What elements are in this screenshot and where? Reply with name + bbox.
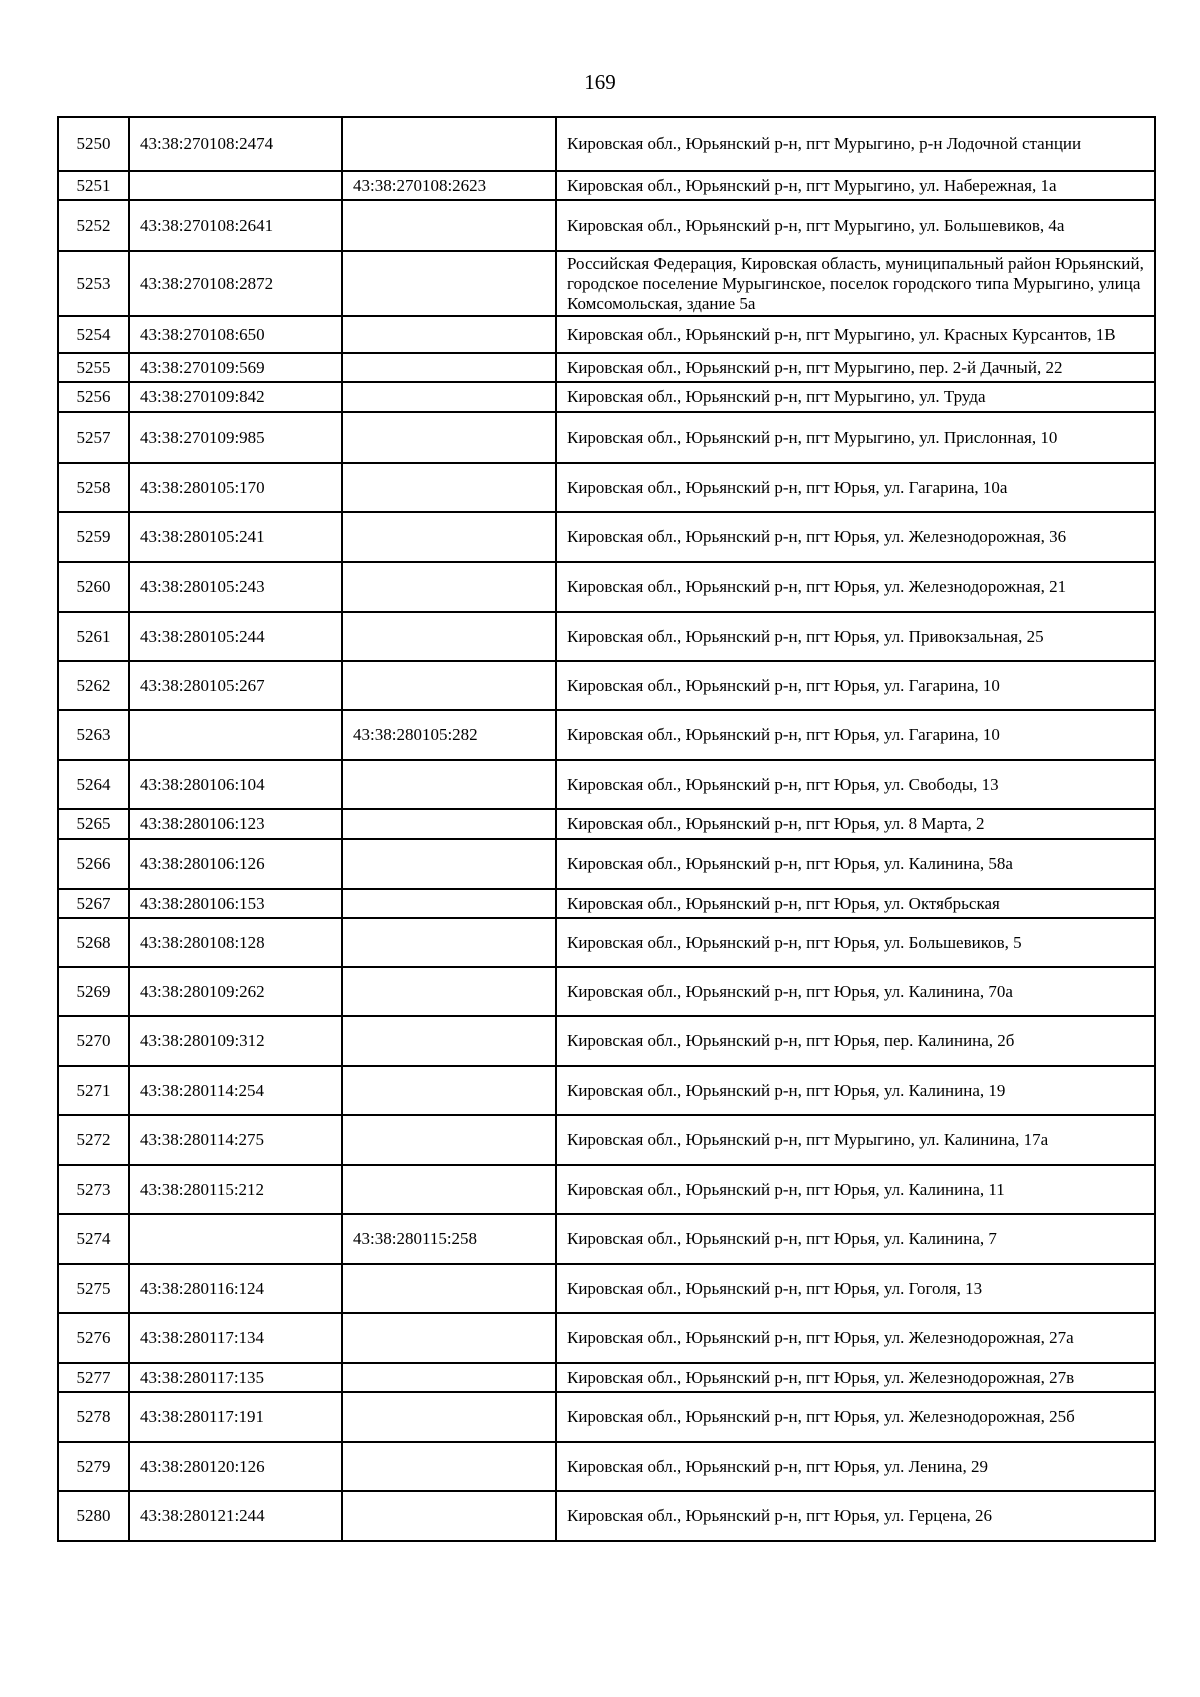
row-number-cell: 5258 <box>58 463 129 512</box>
row-number-cell: 5260 <box>58 562 129 612</box>
table-row <box>58 1214 1155 1264</box>
cadastral-number-cell: 43:38:270108:2872 <box>129 251 342 316</box>
table-row <box>58 171 1155 200</box>
cadastral-number-alt-cell <box>342 839 556 889</box>
address-cell: Кировская обл., Юрьянский р-н, пгт Юрья, ул. Калинина, 19 <box>556 1066 1155 1115</box>
cadastral-number-cell: 43:38:280115:212 <box>129 1165 342 1214</box>
row-number-cell: 5252 <box>58 200 129 251</box>
address-cell: Кировская обл., Юрьянский р-н, пгт Юрья, ул. Герцена, 26 <box>556 1491 1155 1541</box>
cadastral-number-cell: 43:38:280121:244 <box>129 1491 342 1541</box>
address-cell: Кировская обл., Юрьянский р-н, пгт Юрья, ул. Гагарина, 10а <box>556 463 1155 512</box>
cadastral-number-alt-cell <box>342 1392 556 1442</box>
table-row <box>58 918 1155 967</box>
cadastral-number-cell: 43:38:280109:262 <box>129 967 342 1016</box>
address-cell: Кировская обл., Юрьянский р-н, пгт Юрья, ул. Железнодорожная, 21 <box>556 562 1155 612</box>
cadastral-number-alt-cell <box>342 760 556 809</box>
address-cell: Кировская обл., Юрьянский р-н, пгт Юрья, ул. Железнодорожная, 36 <box>556 512 1155 562</box>
cadastral-number-cell: 43:38:280105:170 <box>129 463 342 512</box>
cadastral-number-alt-cell <box>342 1313 556 1363</box>
cadastral-number-alt-cell <box>342 251 556 316</box>
cadastral-number-alt-cell <box>342 1363 556 1392</box>
cadastral-number-alt-cell <box>342 562 556 612</box>
cadastral-number-alt-cell <box>342 1491 556 1541</box>
row-number-cell: 5280 <box>58 1491 129 1541</box>
table-row <box>58 889 1155 918</box>
address-cell: Кировская обл., Юрьянский р-н, пгт Юрья, ул. 8 Марта, 2 <box>556 809 1155 839</box>
table-row <box>58 512 1155 562</box>
table-row <box>58 839 1155 889</box>
cadastral-number-cell <box>129 1214 342 1264</box>
cadastral-number-cell: 43:38:280109:312 <box>129 1016 342 1066</box>
cadastral-number-cell: 43:38:280117:191 <box>129 1392 342 1442</box>
cadastral-number-alt-cell <box>342 661 556 710</box>
cadastral-number-cell: 43:38:280120:126 <box>129 1442 342 1491</box>
cadastral-number-alt-cell: 43:38:270108:2623 <box>342 171 556 200</box>
table-row <box>58 200 1155 251</box>
cadastral-number-alt-cell: 43:38:280105:282 <box>342 710 556 760</box>
row-number-cell: 5250 <box>58 117 129 171</box>
cadastral-number-cell: 43:38:280105:267 <box>129 661 342 710</box>
table-row <box>58 1165 1155 1214</box>
cadastral-number-alt-cell <box>342 809 556 839</box>
row-number-cell: 5274 <box>58 1214 129 1264</box>
row-number-cell: 5254 <box>58 316 129 353</box>
address-cell: Кировская обл., Юрьянский р-н, пгт Мурыгино, ул. Труда <box>556 382 1155 412</box>
address-cell: Кировская обл., Юрьянский р-н, пгт Юрья, ул. Железнодорожная, 27а <box>556 1313 1155 1363</box>
row-number-cell: 5269 <box>58 967 129 1016</box>
table-row <box>58 1392 1155 1442</box>
row-number-cell: 5272 <box>58 1115 129 1165</box>
cadastral-number-alt-cell <box>342 200 556 251</box>
table-row <box>58 809 1155 839</box>
address-cell: Кировская обл., Юрьянский р-н, пгт Мурыгино, ул. Набережная, 1а <box>556 171 1155 200</box>
cadastral-number-alt-cell <box>342 512 556 562</box>
table-row <box>58 1115 1155 1165</box>
cadastral-number-alt-cell <box>342 316 556 353</box>
address-cell: Кировская обл., Юрьянский р-н, пгт Юрья, ул. Большевиков, 5 <box>556 918 1155 967</box>
table-row <box>58 353 1155 382</box>
cadastral-number-cell: 43:38:280105:244 <box>129 612 342 661</box>
cadastral-number-alt-cell <box>342 889 556 918</box>
cadastral-number-alt-cell <box>342 612 556 661</box>
address-cell: Кировская обл., Юрьянский р-н, пгт Мурыгино, ул. Большевиков, 4а <box>556 200 1155 251</box>
table-body <box>58 117 1155 1541</box>
row-number-cell: 5259 <box>58 512 129 562</box>
cadastral-number-cell: 43:38:280108:128 <box>129 918 342 967</box>
table-row <box>58 316 1155 353</box>
cadastral-number-alt-cell <box>342 412 556 463</box>
address-cell: Кировская обл., Юрьянский р-н, пгт Юрья, пер. Калинина, 2б <box>556 1016 1155 1066</box>
row-number-cell: 5265 <box>58 809 129 839</box>
address-cell: Кировская обл., Юрьянский р-н, пгт Юрья, ул. Гоголя, 13 <box>556 1264 1155 1313</box>
cadastral-number-alt-cell <box>342 1066 556 1115</box>
cadastral-number-cell: 43:38:270108:2641 <box>129 200 342 251</box>
row-number-cell: 5256 <box>58 382 129 412</box>
row-number-cell: 5264 <box>58 760 129 809</box>
row-number-cell: 5276 <box>58 1313 129 1363</box>
table-row <box>58 562 1155 612</box>
cadastral-number-cell: 43:38:280114:254 <box>129 1066 342 1115</box>
cadastral-number-cell <box>129 710 342 760</box>
address-cell: Кировская обл., Юрьянский р-н, пгт Мурыгино, пер. 2-й Дачный, 22 <box>556 353 1155 382</box>
row-number-cell: 5275 <box>58 1264 129 1313</box>
address-cell: Кировская обл., Юрьянский р-н, пгт Юрья, ул. Гагарина, 10 <box>556 710 1155 760</box>
address-cell: Кировская обл., Юрьянский р-н, пгт Юрья, ул. Свободы, 13 <box>556 760 1155 809</box>
cadastral-number-alt-cell <box>342 1016 556 1066</box>
address-cell: Кировская обл., Юрьянский р-н, пгт Юрья, ул. Ленина, 29 <box>556 1442 1155 1491</box>
table-row <box>58 463 1155 512</box>
cadastral-number-cell: 43:38:280106:104 <box>129 760 342 809</box>
cadastral-number-cell: 43:38:280106:123 <box>129 809 342 839</box>
row-number-cell: 5277 <box>58 1363 129 1392</box>
cadastral-number-alt-cell <box>342 1165 556 1214</box>
table-row <box>58 117 1155 171</box>
cadastral-number-alt-cell <box>342 967 556 1016</box>
row-number-cell: 5255 <box>58 353 129 382</box>
table-row <box>58 1491 1155 1541</box>
cadastral-number-cell: 43:38:270109:569 <box>129 353 342 382</box>
row-number-cell: 5262 <box>58 661 129 710</box>
cadastral-number-alt-cell <box>342 918 556 967</box>
cadastral-number-cell: 43:38:270108:650 <box>129 316 342 353</box>
cadastral-number-alt-cell <box>342 382 556 412</box>
cadastral-number-cell: 43:38:280117:135 <box>129 1363 342 1392</box>
row-number-cell: 5279 <box>58 1442 129 1491</box>
address-cell: Кировская обл., Юрьянский р-н, пгт Мурыгино, ул. Прислонная, 10 <box>556 412 1155 463</box>
table-row <box>58 661 1155 710</box>
table-row <box>58 710 1155 760</box>
table-row <box>58 382 1155 412</box>
table-row <box>58 1442 1155 1491</box>
cadastral-number-alt-cell: 43:38:280115:258 <box>342 1214 556 1264</box>
cadastral-number-alt-cell <box>342 463 556 512</box>
row-number-cell: 5273 <box>58 1165 129 1214</box>
table-row <box>58 967 1155 1016</box>
table-row <box>58 760 1155 809</box>
table-row <box>58 1016 1155 1066</box>
row-number-cell: 5261 <box>58 612 129 661</box>
page-number: 169 <box>584 70 616 94</box>
row-number-cell: 5268 <box>58 918 129 967</box>
table-row <box>58 1264 1155 1313</box>
address-cell: Кировская обл., Юрьянский р-н, пгт Мурыгино, р-н Лодочной станции <box>556 117 1155 171</box>
cadastral-number-cell: 43:38:280106:153 <box>129 889 342 918</box>
row-number-cell: 5257 <box>58 412 129 463</box>
address-cell: Кировская обл., Юрьянский р-н, пгт Юрья, ул. Железнодорожная, 27в <box>556 1363 1155 1392</box>
row-number-cell: 5267 <box>58 889 129 918</box>
address-cell: Кировская обл., Юрьянский р-н, пгт Мурыгино, ул. Калинина, 17а <box>556 1115 1155 1165</box>
address-cell: Кировская обл., Юрьянский р-н, пгт Юрья, ул. Гагарина, 10 <box>556 661 1155 710</box>
cadastral-number-alt-cell <box>342 1442 556 1491</box>
row-number-cell: 5251 <box>58 171 129 200</box>
property-registry-table <box>57 116 1156 1542</box>
address-cell: Кировская обл., Юрьянский р-н, пгт Юрья, ул. Калинина, 7 <box>556 1214 1155 1264</box>
cadastral-number-cell: 43:38:280117:134 <box>129 1313 342 1363</box>
table-row <box>58 412 1155 463</box>
cadastral-number-cell <box>129 171 342 200</box>
row-number-cell: 5253 <box>58 251 129 316</box>
table-row <box>58 1363 1155 1392</box>
cadastral-number-alt-cell <box>342 117 556 171</box>
cadastral-number-cell: 43:38:280116:124 <box>129 1264 342 1313</box>
row-number-cell: 5278 <box>58 1392 129 1442</box>
address-cell: Кировская обл., Юрьянский р-н, пгт Юрья, ул. Калинина, 58а <box>556 839 1155 889</box>
cadastral-number-cell: 43:38:280105:241 <box>129 512 342 562</box>
cadastral-number-cell: 43:38:280106:126 <box>129 839 342 889</box>
cadastral-number-alt-cell <box>342 1115 556 1165</box>
address-cell: Кировская обл., Юрьянский р-н, пгт Юрья, ул. Калинина, 70а <box>556 967 1155 1016</box>
address-cell: Кировская обл., Юрьянский р-н, пгт Юрья, ул. Привокзальная, 25 <box>556 612 1155 661</box>
table-row <box>58 612 1155 661</box>
table-row <box>58 251 1155 316</box>
table-row <box>58 1313 1155 1363</box>
row-number-cell: 5270 <box>58 1016 129 1066</box>
cadastral-number-alt-cell <box>342 1264 556 1313</box>
address-cell: Кировская обл., Юрьянский р-н, пгт Юрья, ул. Калинина, 11 <box>556 1165 1155 1214</box>
cadastral-number-cell: 43:38:280105:243 <box>129 562 342 612</box>
table-row <box>58 1066 1155 1115</box>
address-cell: Кировская обл., Юрьянский р-н, пгт Мурыгино, ул. Красных Курсантов, 1В <box>556 316 1155 353</box>
row-number-cell: 5271 <box>58 1066 129 1115</box>
row-number-cell: 5266 <box>58 839 129 889</box>
cadastral-number-cell: 43:38:280114:275 <box>129 1115 342 1165</box>
cadastral-number-alt-cell <box>342 353 556 382</box>
address-cell: Кировская обл., Юрьянский р-н, пгт Юрья, ул. Железнодорожная, 25б <box>556 1392 1155 1442</box>
cadastral-number-cell: 43:38:270109:985 <box>129 412 342 463</box>
cadastral-number-cell: 43:38:270109:842 <box>129 382 342 412</box>
cadastral-number-cell: 43:38:270108:2474 <box>129 117 342 171</box>
address-cell: Российская Федерация, Кировская область, муниципальный район Юрьянский, городское поселение Мурыгинское, поселок городского типа Мурыгино, улица Комсомольская, здание 5а <box>556 251 1155 316</box>
row-number-cell: 5263 <box>58 710 129 760</box>
address-cell: Кировская обл., Юрьянский р-н, пгт Юрья, ул. Октябрьская <box>556 889 1155 918</box>
